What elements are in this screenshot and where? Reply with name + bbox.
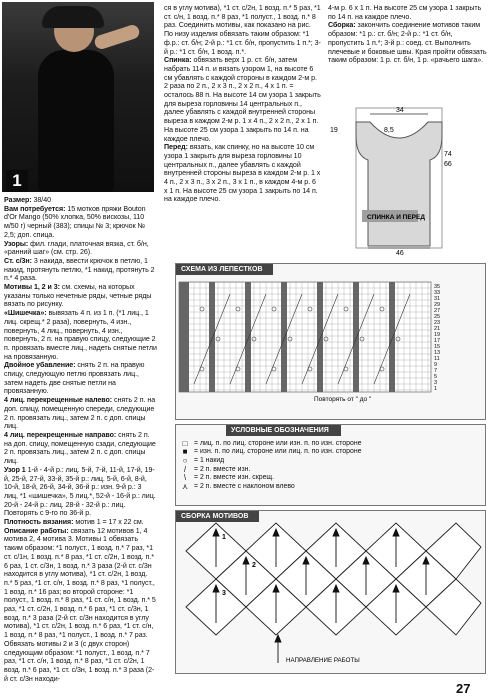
legend-section [175,424,486,506]
svg-text:1: 1 [434,386,438,392]
legend-item: ■ = изн. п. по лиц. стороне или лиц. п. по изн. стороне [182,447,362,457]
assembly-section [175,510,486,674]
column-1: Размер: 38/40 Вам потребуется: 15 мотков пряжи Bouton d'Or Mango (50% хлопка, 50% вискозы, 110 м/50 г) черный (383); спицы № 3; крючок № 2,5; доп. спица. Узоры: фил. глади, платочная вязка, ст. б/н, «ранний шаг» (см. стр. 26). Ст. с/3н: 3 накида, ввести крючок в петлю, 1 накид, протянуть петлю, *1 накид, протянуть 2 п.* 4 раза. Мотивы 1, 2 и 3: см. схемы, на которых указаны только нечетные ряды, четные ряды вязать по рисунку. «Шишечка»: вывязать 4 п. из 1 п. (*1 лиц., 1 лиц. скрещ.* 2 раза), повернуть, 4 изн., повернуть, 4 лиц., повернуть, 4 изн., повернуть, 2 п. на правую спицу, следующие 2 п. провязать вместе лиц., надеть снятые петли на провязанную. Двойное убавление: снять 2 п. на правую спицу, следующую петлю провязать лиц., затем надеть две снятые петли на провязанную. 4 лиц. перекрещенные налево: снять 2 п. на доп. спицу, помещенную спереди, следующие 2 п. провязать лиц., затем 2 п. с доп. спицы лиц. 4 лиц. перекрещенные направо: снять 2 п. на доп. спицу, помещенную сзади, следующие 2 п. провязать лиц., затем 2 п. с доп. спицы лиц. Узор 1 1-й - 4-й р.: лиц. 5-й, 7-й, 11-й, 17-й, 19-й, 25-й, 27-й, 33-й, 35-й р.: лиц. 5-й, 6-й, 8-й, 10-й, 18-й, 26-й, 34-й, 36-й р.: изн. 9-й р.: 3 лиц, *1 «шишечка», 5 лиц.*, 52-й - 16-й р.: лиц. 20-й - 24-й р.: лиц. 28-й - 32-й р.: лиц. Повторять с 9-го по 36-й р. Плотность вязания: мотив 1 = 17 х 22 см. Описание работы: связать 12 мотивов 1, 4 мотива 2, 4 мотива 3. Мотивы 1 обвязать таким образом: *1 полуст., 1 возд. п.* 7 раз, *1 ст. с/1н, 1 возд. п.* 8 раз, *1 ст. с/2н, 1 возд. п.* 6 раз, 1 ст. с/3н, 1 возд. п.* 3 раза (2-й ст. с/3н находится в углу мотива), *1 ст. с/2н, 1 возд. п.* 5 раз, *1 ст. с/н, 1 возд. п.* 8 раз, *1 полуст., 1 возд. п.* 16 раз; во второй стороне: *1 полуст., 1 возд. п.* 8 раз, *1 ст. с/н, 1 возд. п.* 5 раз, *1 ст. с/2н, 1 возд. п.* 6 раз, *1 ст. с/3н, 1 возд. п.* 3 раза (2-й ст. с/3н находится в углу мотива), *1 ст. с/2н, 1 возд. п.* 6 раз, *1 ст. с/н, 1 возд. п.* 8 раз, *1 полуст., 1 возд. п.* 7 раз. Обвязать мотивы 2 и 3 (с двух сторон) следующим образом: *1 полуст., 1 возд. п.* 7 раз, *1 ст. с/н, 1 возд. п.* 8 раз, *1 ст. с/2н, 1 возд. п.* 6 раз, *1 ст. с/3н, 1 возд. п.* 3 раза (2-й ст. с/3н находи- [4,196,157,683]
svg-text:27: 27 [434,308,441,314]
legend-item: ○ = 1 накид [182,455,225,465]
svg-text:17: 17 [434,338,441,344]
schematic-neck-label: 8,5 [384,127,394,134]
svg-text:3: 3 [222,590,226,597]
svg-text:21: 21 [434,326,441,332]
legend-item: / = 2 п. вместе изн. [183,464,251,474]
svg-text:3: 3 [434,380,438,386]
petal-chart-section [175,263,486,420]
chart-row-numbers [434,284,440,392]
schematic-left-label: 19 [330,127,338,134]
svg-text:19: 19 [434,332,441,338]
model-photo [2,2,154,192]
column-3: 4-м р. 6 х 1 п. На высоте 25 см узора 1 закрыть по 14 п. на каждое плечо. Сборка: закончить соединение мотивов таким образом: *1 р.: ст. б/н; 2-й р.: *1 ст. б/н, пропустить 1 п.*; 3-й р.: соед. ст. Выполнить плечевые и боковые швы. Края пройти обвязать таким образом: 1 р. ст. б/н, 1 р. «рачьего шага». [328,4,487,65]
schematic-bottom-label: 46 [396,250,404,256]
svg-text:5: 5 [434,374,438,380]
svg-text:29: 29 [434,302,441,308]
svg-text:7: 7 [434,368,438,374]
column-2: ся в углу мотива), *1 ст. с/2н, 1 возд. п.* 5 раз, *1 ст. с/н, 1 возд. п.* 8 раз, *1 полуст., 1 возд. п.* 8 раз. Соединить мотивы, как показано на рис. По низу изделия обвязать таким образом: *1 ф.р.: ст. б/н; 2-й р.: *1 ст. б/н, пропустить 1 п.*; 3-й р.: *1 ст. б/н, 1 возд. п.*. Спинка: обвязать верх 1 р. ст. б/н, затем набрать 114 п. и вязать узором 1, на высоте 6 см убавлять с каждой стороны в каждом 2-м р. 2 раза по 2 п., 2 х 3 п., 2 х 2 п., 4 х 1 п. = осталось 88 п. На высоте 14 см узора 1 закрыть для выреза горловины 14 центральных п., далее убавлять с каждой внутренней стороны выреза в каждом 2-м р. 1 х 4 п., 2 х 2 п., 2 х 1 п. На высоте 25 см узора 1 закрыть по 14 п. на каждое плечо. Перед: вязать, как спинку, но на высоте 10 см узора 1 закрыть для выреза горловины 10 центральных п., далее убавлять с каждой внутренней стороны выреза в каждом 2-м р. 1 х 4 п., 2 х 3 п., 3 х 2 п., 3 х 1 п., в каждом 4-м р. 6 х 1 п. На высоте 25 см узора 1 закрыть по 14 п. на каждое плечо. [164,4,321,204]
svg-text:35: 35 [434,284,441,290]
photo-number-badge: 1 [6,170,28,192]
schematic-right-label-2: 66 [444,161,452,168]
svg-text:15: 15 [434,344,441,350]
legend-item: ⋏ = 2 п. вместе с наклоном влево [182,481,295,491]
work-direction-label: НАПРАВЛЕНИЕ РАБОТЫ [286,657,360,664]
svg-text:2: 2 [252,562,256,569]
schematic-top-label: 34 [396,107,404,114]
svg-text:11: 11 [434,356,440,362]
chart-repeat-label: Повторять от " до " [314,396,372,403]
schematic-title: СПИНКА И ПЕРЕД [367,214,425,221]
svg-text:23: 23 [434,320,441,326]
garment-schematic [326,96,486,256]
svg-text:25: 25 [434,314,441,320]
svg-text:13: 13 [434,350,441,356]
svg-text:9: 9 [434,362,438,368]
assembly-title: СБОРКА МОТИВОВ [176,511,259,522]
legend-item: \ = 2 п. вместе изн. скрещ. [183,473,275,483]
svg-text:33: 33 [434,290,441,296]
svg-text:1: 1 [222,534,226,541]
svg-text:31: 31 [434,296,441,302]
legend-title: УСЛОВНЫЕ ОБОЗНАЧЕНИЯ [226,425,341,436]
legend-item: □ = лиц. п. по лиц. стороне или изн. п. по изн. стороне [182,438,362,448]
schematic-right-label-1: 74 [444,151,452,158]
petal-chart-title: СХЕМА ИЗ ЛЕПЕСТКОВ [176,264,273,275]
legend-list [180,439,480,491]
page-number: 27 [456,681,471,696]
